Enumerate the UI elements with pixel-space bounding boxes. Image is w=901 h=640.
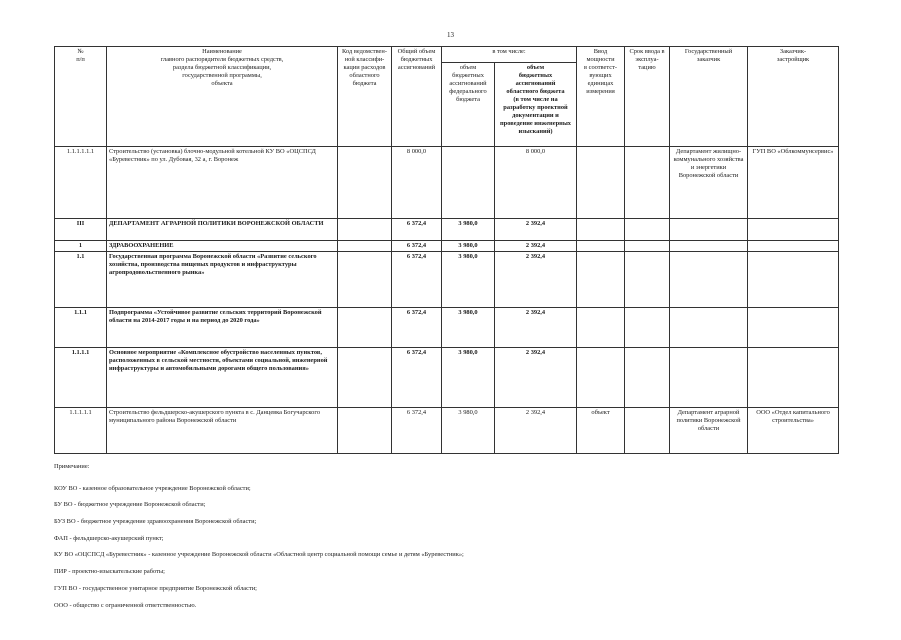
header-regional: объем бюджетных ассигнований областного бюджета (в том числе на разработку проектной документации и проведение инженерных изысканий): [495, 63, 577, 147]
table-row: [55, 348, 839, 408]
note-item: ПИР - проектно-изыскательские работы;: [54, 568, 165, 576]
table-header-row: [55, 47, 839, 63]
note-item: КОУ ВО - казенное образовательное учреждение Воронежской области;: [54, 484, 251, 492]
cell-code: [338, 408, 392, 454]
budget-table: [54, 46, 839, 454]
cell-name: ДЕПАРТАМЕНТ АГРАРНОЙ ПОЛИТИКИ ВОРОНЕЖСКОЙ ОБЛАСТИ: [107, 219, 338, 241]
cell-customer: [670, 252, 748, 308]
header-developer: Заказчик- застройщик: [748, 47, 839, 147]
notes-section: [54, 463, 854, 618]
cell-fed: 3 980,0: [442, 308, 495, 348]
header-code: Код ведомствен- ной классифи- кации расходов областного бюджета: [338, 47, 392, 147]
page-number: 13: [447, 31, 454, 39]
header-including: в том числе:: [442, 47, 577, 63]
cell-total: 6 372,4: [392, 348, 442, 408]
table-row: [55, 408, 839, 454]
cell-total: 8 000,0: [392, 147, 442, 219]
note-item: БУЗ ВО - бюджетное учреждение здравоохранения Воронежской области;: [54, 518, 257, 526]
cell-capacity: [577, 219, 625, 241]
cell-term: [625, 241, 670, 252]
cell-capacity: [577, 241, 625, 252]
cell-customer: [670, 348, 748, 408]
cell-capacity: [577, 147, 625, 219]
cell-total: 6 372,4: [392, 252, 442, 308]
cell-name: Основное мероприятие «Комплексное обустройство населенных пунктов, расположенных в сельской местности, объектами социальной, инженерной инфраструктуры и автомобильными дорогами общего пользования»: [107, 348, 338, 408]
cell-reg: 8 000,0: [495, 147, 577, 219]
table-row: [55, 252, 839, 308]
header-customer: Государственный заказчик: [670, 47, 748, 147]
cell-code: [338, 219, 392, 241]
header-term: Срок ввода в эксплуа- тацию: [625, 47, 670, 147]
cell-num: 1: [55, 241, 107, 252]
cell-reg: 2 392,4: [495, 241, 577, 252]
cell-code: [338, 348, 392, 408]
cell-customer: [670, 219, 748, 241]
cell-code: [338, 252, 392, 308]
cell-term: [625, 252, 670, 308]
notes-title: Примечание:: [54, 463, 90, 470]
cell-num: 1.1.1.1: [55, 348, 107, 408]
cell-capacity: [577, 252, 625, 308]
cell-num: 1.1.1.1.1: [55, 408, 107, 454]
cell-num: 1.1.1.1.1.1: [55, 147, 107, 219]
notes-list: [54, 485, 854, 610]
header-name: Наименование главного распорядителя бюджетных средств, раздела бюджетной классификации, государственной программы, объекта: [107, 47, 338, 147]
cell-developer: [748, 241, 839, 252]
cell-customer: [670, 241, 748, 252]
cell-code: [338, 308, 392, 348]
cell-customer: Департамент аграрной политики Воронежской области: [670, 408, 748, 454]
cell-name: Подпрограмма «Устойчивое развитие сельских территорий Воронежской области на 2014-2017 годы и на период до 2020 года»: [107, 308, 338, 348]
cell-term: [625, 308, 670, 348]
cell-developer: [748, 308, 839, 348]
table-row: [55, 241, 839, 252]
note-item: БУ ВО - бюджетное учреждение Воронежской области;: [54, 501, 206, 509]
cell-code: [338, 147, 392, 219]
cell-name: Государственная программа Воронежской области «Развитие сельского хозяйства, производства пищевых продуктов и инфраструктуры агропродовольственного рынка»: [107, 252, 338, 308]
cell-total: 6 372,4: [392, 408, 442, 454]
cell-developer: ГУП ВО «Облкоммунсервис»: [748, 147, 839, 219]
cell-reg: 2 392,4: [495, 348, 577, 408]
cell-total: 6 372,4: [392, 308, 442, 348]
cell-reg: 2 392,4: [495, 219, 577, 241]
cell-name: ЗДРАВООХРАНЕНИЕ: [107, 241, 338, 252]
note-item: КУ ВО «ОЦСПСД «Буревестник» - казенное учреждение Воронежской области «Областной центр социальной помощи семье и детям «Буревестник»;: [54, 551, 464, 559]
cell-total: 6 372,4: [392, 219, 442, 241]
note-item: ФАП - фельдшерско-акушерский пункт;: [54, 534, 164, 542]
table-row: [55, 147, 839, 219]
header-num: № п/п: [55, 47, 107, 147]
cell-developer: [748, 252, 839, 308]
cell-code: [338, 241, 392, 252]
cell-term: [625, 348, 670, 408]
cell-fed: [442, 147, 495, 219]
cell-term: [625, 147, 670, 219]
cell-num: 1.1: [55, 252, 107, 308]
cell-reg: 2 392,4: [495, 408, 577, 454]
cell-term: [625, 219, 670, 241]
cell-fed: 3 980,0: [442, 252, 495, 308]
cell-name: Строительство (установка) блочно-модульной котельной КУ ВО «ОЦСПСД «Буревестник» по ул. Дубовая, 32 а, г. Воронеж: [107, 147, 338, 219]
cell-fed: 3 980,0: [442, 241, 495, 252]
cell-reg: 2 392,4: [495, 308, 577, 348]
header-total: Общий объем бюджетных ассигнований: [392, 47, 442, 147]
note-item: ООО - общество с ограниченной ответственностью.: [54, 601, 197, 609]
header-capacity: Ввод мощности в соответст- вующих единицах измерения: [577, 47, 625, 147]
cell-developer: [748, 348, 839, 408]
cell-num: III: [55, 219, 107, 241]
cell-fed: 3 980,0: [442, 219, 495, 241]
cell-developer: [748, 219, 839, 241]
cell-customer: [670, 308, 748, 348]
cell-total: 6 372,4: [392, 241, 442, 252]
table-row: [55, 219, 839, 241]
cell-fed: 3 980,0: [442, 408, 495, 454]
cell-name: Строительство фельдшерско-акушерского пункта в с. Данцевка Богучарского муниципального района Воронежской области: [107, 408, 338, 454]
note-item: ГУП ВО - государственное унитарное предприятие Воронежской области;: [54, 584, 257, 592]
cell-term: [625, 408, 670, 454]
header-federal: объем бюджетных ассигнований федерального бюджета: [442, 63, 495, 147]
cell-capacity: [577, 348, 625, 408]
table-row: [55, 308, 839, 348]
cell-developer: ООО «Отдел капитального строительства»: [748, 408, 839, 454]
cell-customer: Департамент жилищно-коммунального хозяйства и энергетики Воронежской области: [670, 147, 748, 219]
cell-reg: 2 392,4: [495, 252, 577, 308]
cell-fed: 3 980,0: [442, 348, 495, 408]
cell-capacity: объект: [577, 408, 625, 454]
cell-num: 1.1.1: [55, 308, 107, 348]
cell-capacity: [577, 308, 625, 348]
